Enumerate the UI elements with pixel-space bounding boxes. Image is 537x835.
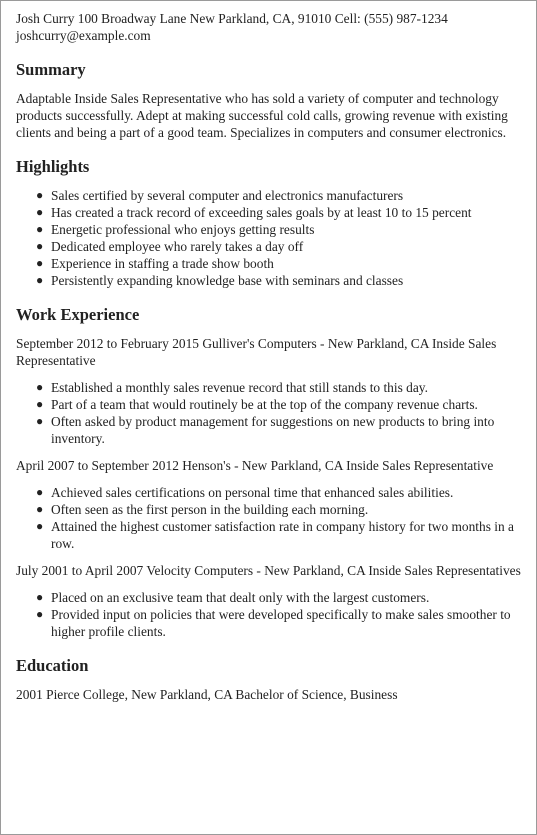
list-item bbox=[36, 187, 522, 204]
job-duties-list bbox=[16, 379, 522, 447]
list-item bbox=[36, 255, 522, 272]
bullet-icon: ● bbox=[36, 519, 44, 533]
list-item-text: Achieved sales certifications on personal time that enhanced sales abilities. bbox=[51, 485, 454, 500]
job-entry bbox=[16, 335, 522, 447]
bullet-icon: ● bbox=[36, 205, 44, 219]
job-title: July 2001 to April 2007 Velocity Computers - New Parkland, CA Inside Sales Representatives bbox=[16, 563, 521, 578]
job-duties-list bbox=[16, 484, 522, 552]
list-item-text: Provided input on policies that were developed specifically to make sales smoother to higher profile clients. bbox=[51, 607, 511, 639]
list-item-text: Experience in staffing a trade show booth bbox=[51, 256, 274, 271]
list-item-text: Placed on an exclusive team that dealt only with the largest customers. bbox=[51, 590, 430, 605]
list-item-text: Dedicated employee who rarely takes a day off bbox=[51, 239, 304, 254]
bullet-icon: ● bbox=[36, 188, 44, 202]
list-item bbox=[36, 501, 522, 518]
work-experience-heading: Work Experience bbox=[16, 305, 140, 324]
list-item bbox=[36, 379, 522, 396]
bullet-icon: ● bbox=[36, 273, 44, 287]
bullet-icon: ● bbox=[36, 502, 44, 516]
education-text: 2001 Pierce College, New Parkland, CA Bachelor of Science, Business bbox=[16, 687, 398, 702]
list-item-text: Energetic professional who enjoys getting results bbox=[51, 222, 315, 237]
contact-block bbox=[16, 10, 522, 44]
bullet-icon: ● bbox=[36, 607, 44, 621]
bullet-icon: ● bbox=[36, 485, 44, 499]
highlights-section bbox=[16, 157, 522, 289]
summary-text: Adaptable Inside Sales Representative who has sold a variety of computer and technology products successfully. Adept at making successful cold calls, growing revenue with existing clients and being a part of a good team. Specializes in computers and consumer electronics. bbox=[16, 91, 508, 140]
bullet-icon: ● bbox=[36, 590, 44, 604]
highlights-heading: Highlights bbox=[16, 157, 90, 176]
list-item bbox=[36, 589, 522, 606]
education-heading: Education bbox=[16, 656, 89, 675]
contact-email: joshcurry@example.com bbox=[16, 28, 151, 43]
bullet-icon: ● bbox=[36, 397, 44, 411]
list-item-text: Often asked by product management for suggestions on new products to bring into inventory. bbox=[51, 414, 495, 446]
list-item bbox=[36, 238, 522, 255]
job-title: September 2012 to February 2015 Gulliver's Computers - New Parkland, CA Inside Sales Representative bbox=[16, 336, 497, 368]
list-item-text: Attained the highest customer satisfaction rate in company history for two months in a row. bbox=[51, 519, 514, 551]
list-item-text: Has created a track record of exceeding sales goals by at least 10 to 15 percent bbox=[51, 205, 472, 220]
summary-heading: Summary bbox=[16, 60, 86, 79]
job-duties-list bbox=[16, 589, 522, 640]
job-title: April 2007 to September 2012 Henson's - New Parkland, CA Inside Sales Representative bbox=[16, 458, 494, 473]
bullet-icon: ● bbox=[36, 414, 44, 428]
list-item bbox=[36, 204, 522, 221]
job-entry bbox=[16, 562, 522, 640]
bullet-icon: ● bbox=[36, 380, 44, 394]
list-item bbox=[36, 396, 522, 413]
list-item bbox=[36, 221, 522, 238]
bullet-icon: ● bbox=[36, 256, 44, 270]
list-item-text: Established a monthly sales revenue record that still stands to this day. bbox=[51, 380, 428, 395]
work-experience-section bbox=[16, 305, 522, 640]
list-item bbox=[36, 413, 522, 447]
list-item-text: Sales certified by several computer and electronics manufacturers bbox=[51, 188, 404, 203]
list-item-text: Often seen as the first person in the building each morning. bbox=[51, 502, 369, 517]
job-entry bbox=[16, 457, 522, 552]
list-item-text: Persistently expanding knowledge base with seminars and classes bbox=[51, 273, 404, 288]
list-item-text: Part of a team that would routinely be at the top of the company revenue charts. bbox=[51, 397, 478, 412]
list-item bbox=[36, 484, 522, 501]
bullet-icon: ● bbox=[36, 222, 44, 236]
list-item bbox=[36, 272, 522, 289]
bullet-icon: ● bbox=[36, 239, 44, 253]
education-section bbox=[16, 656, 522, 703]
list-item bbox=[36, 606, 522, 640]
contact-line: Josh Curry 100 Broadway Lane New Parkland, CA, 91010 Cell: (555) 987-1234 bbox=[16, 11, 448, 26]
highlights-list bbox=[16, 187, 522, 289]
list-item bbox=[36, 518, 522, 552]
summary-section bbox=[16, 60, 522, 141]
